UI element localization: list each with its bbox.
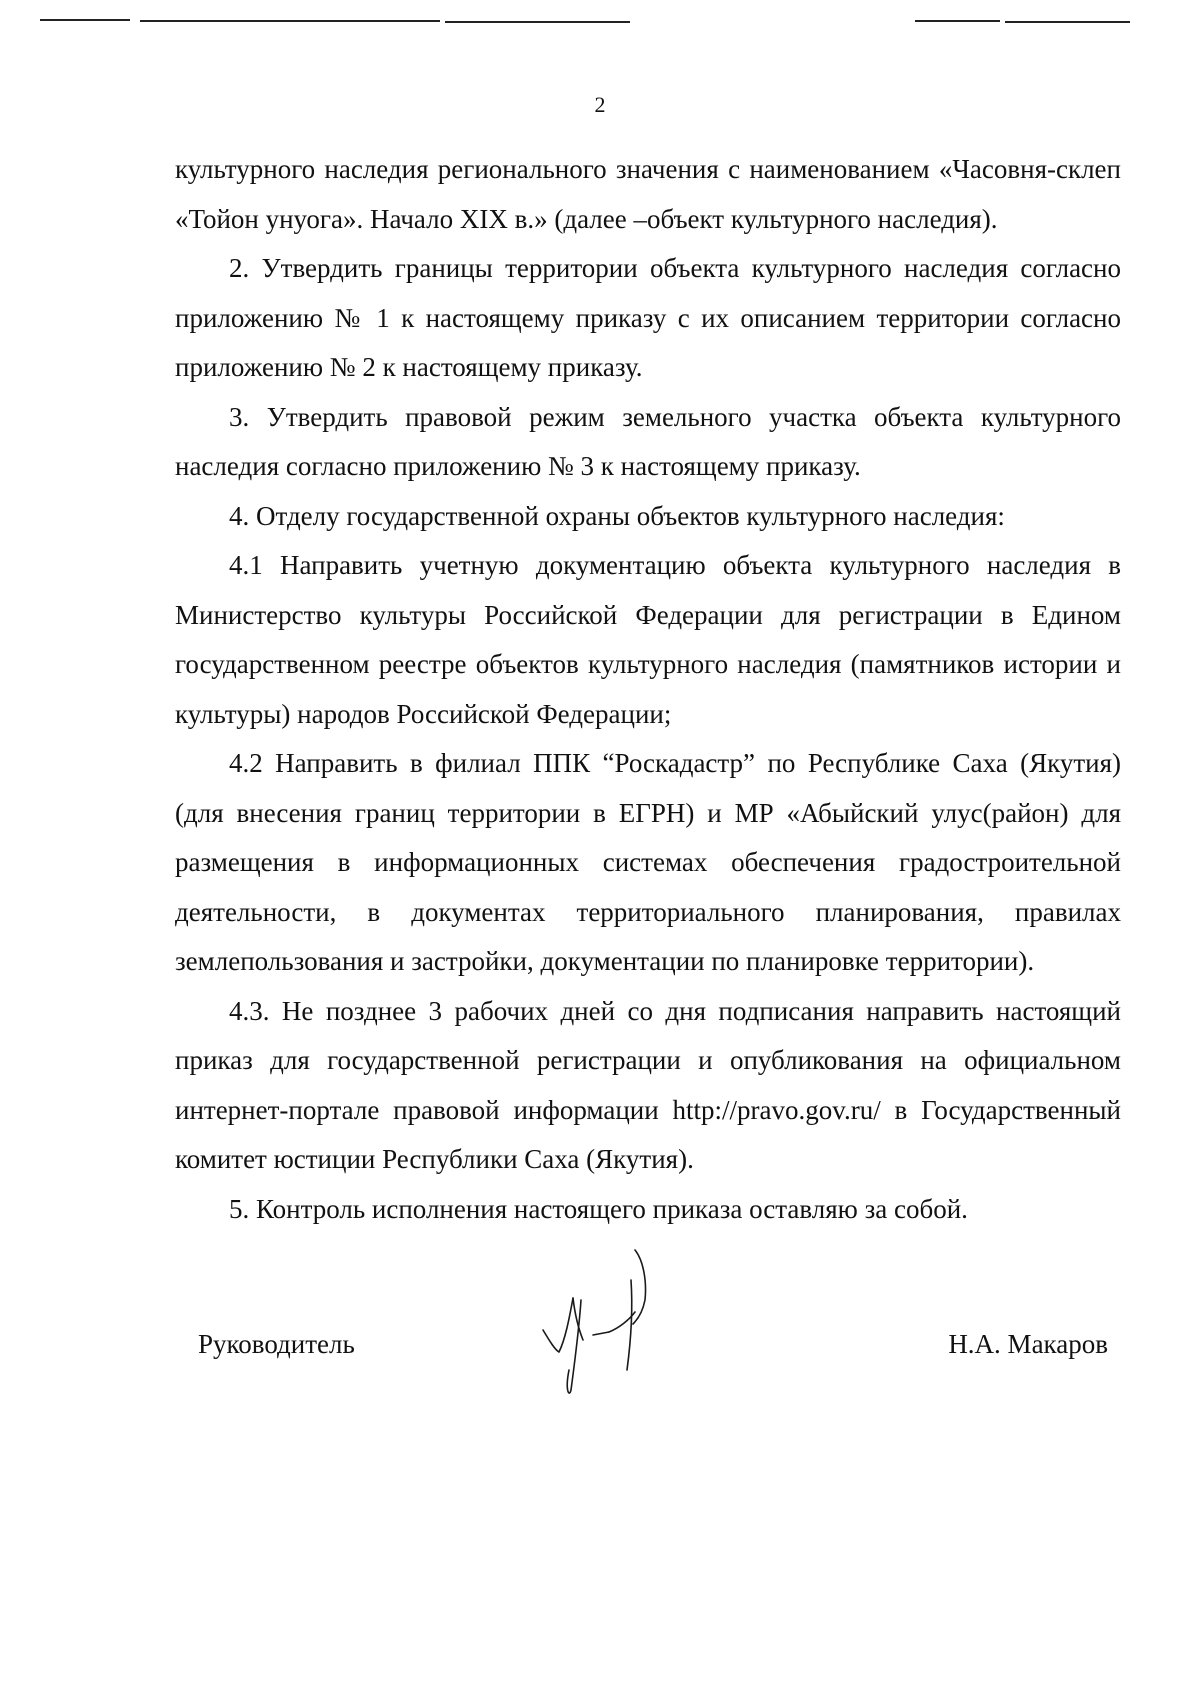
paragraph-item-4-3: 4.3. Не позднее 3 рабочих дней со дня подписания направить настоящий приказ для государственной регистрации и опубликования на официальном интернет-портале правовой информации http://pravo.gov.ru/ в Государственный комитет юстиции Республики Саха (Якутия). [175, 995, 1121, 1174]
page-number: 2 [594, 92, 606, 117]
paragraph-item-3: 3. Утвердить правовой режим земельного участка объекта культурного наследия согласно приложению № 3 к настоящему приказу. [175, 401, 1121, 481]
signatory-name: Н.А. Макаров [948, 1329, 1108, 1359]
paragraph-continuation: культурного наследия регионального значения с наименованием «Часовня-склеп «Тойон унуога». Начало XIX в.» (далее –объект культурного наследия). [175, 154, 1121, 234]
scan-artifact-lines [0, 0, 1200, 40]
signature-block [0, 1240, 1200, 1400]
handwritten-signature-icon [535, 1240, 675, 1400]
paragraph-item-2: 2. Утвердить границы территории объекта культурного наследия согласно приложению № 1 к настоящему приказу с их описанием территории согласно приложению № 2 к настоящему приказу. [175, 253, 1121, 382]
paragraph-item-4: 4. Отделу государственной охраны объектов культурного наследия: [229, 500, 1005, 531]
signatory-title: Руководитель [198, 1329, 355, 1359]
paragraph-item-4-2: 4.2 Направить в филиал ППК “Роскадастр” по Республике Саха (Якутия) (для внесения границ территории в ЕГРН) и МР «Абыйский улус(район) для размещения в информационных системах обеспечения градостроительной деятельности, в документах территориального планирования, правилах землепользования и застройки, документации по планировке территории). [175, 748, 1121, 976]
paragraph-item-4-1: 4.1 Направить учетную документацию объекта культурного наследия в Министерство культуры Российской Федерации для регистрации в Едином государственном реестре объектов культурного наследия (памятников истории и культуры) народов Российской Федерации; [175, 550, 1121, 729]
document-body [175, 145, 1121, 1234]
paragraph-item-5: 5. Контроль исполнения настоящего приказа оставляю за собой. [229, 1193, 968, 1224]
